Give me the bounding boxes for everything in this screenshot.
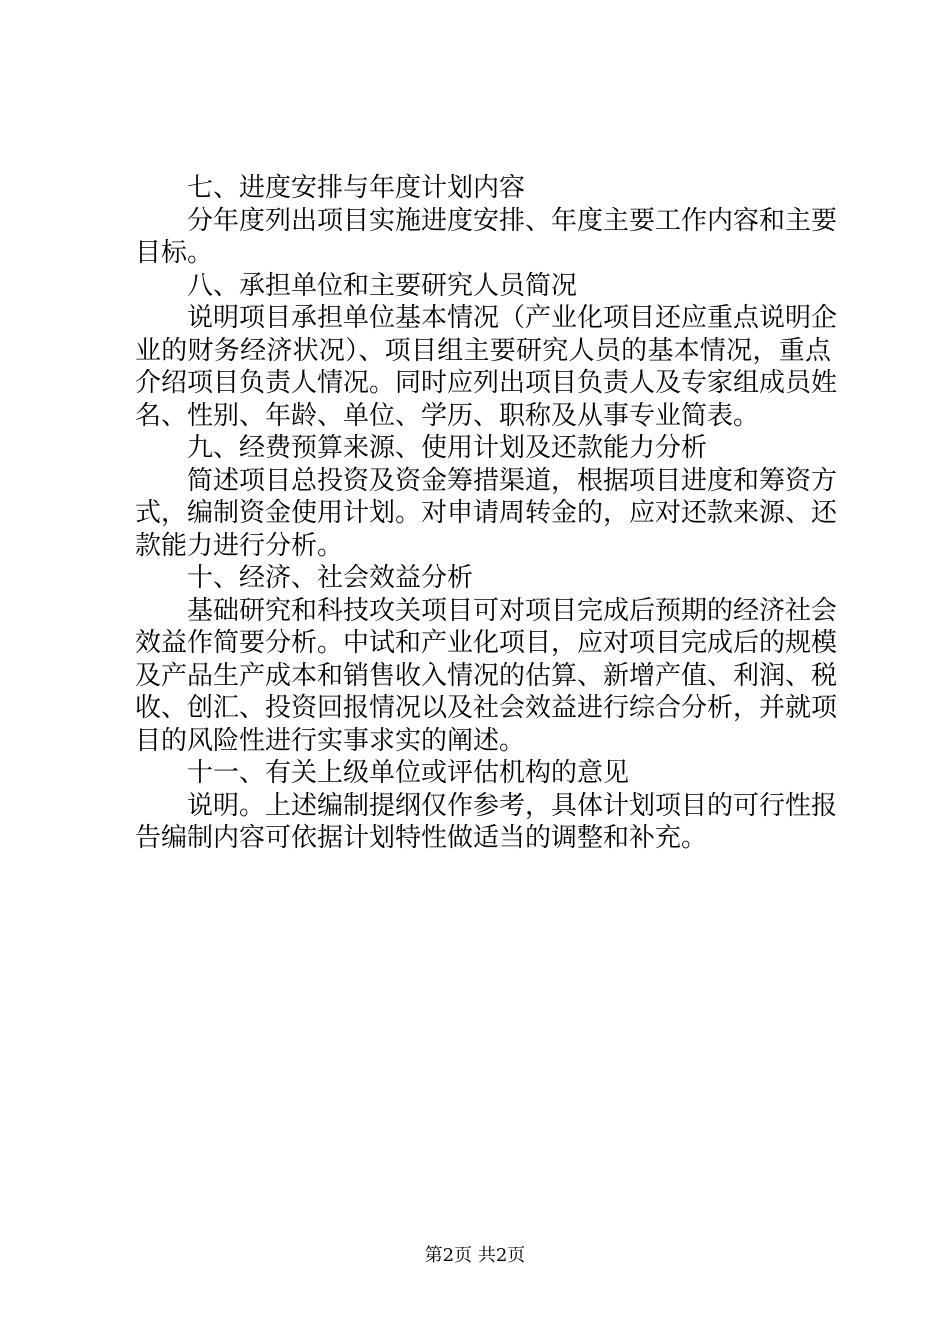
paragraph-line: 业的财务经济状况）、项目组主要研究人员的基本情况，重点 bbox=[135, 335, 831, 366]
page-number: 第2页 共2页 bbox=[424, 1245, 526, 1266]
page-footer bbox=[0, 1241, 950, 1267]
paragraph-line: 基础研究和科技攻关项目可对项目完成后预期的经济社会 bbox=[187, 595, 838, 626]
section-heading-11: 十一、有关上级单位或评估机构的意见 bbox=[187, 758, 630, 788]
paragraph-line: 说明。上述编制提纲仅作参考，具体计划项目的可行性报 bbox=[187, 790, 838, 821]
paragraph-line: 目标。 bbox=[135, 238, 214, 268]
document-body bbox=[135, 172, 838, 855]
paragraph-line: 名、性别、年龄、单位、学历、职称及从事专业简表。 bbox=[135, 400, 760, 431]
section-heading-7: 七、进度安排与年度计划内容 bbox=[187, 173, 526, 203]
paragraph-line: 分年度列出项目实施进度安排、年度主要工作内容和主要 bbox=[187, 205, 838, 236]
paragraph-line: 效益作简要分析。中试和产业化项目，应对项目完成后的规模 bbox=[135, 628, 838, 658]
paragraph-line: 目的风险性进行实事求实的阐述。 bbox=[135, 725, 526, 756]
paragraph-line: 收、创汇、投资回报情况以及社会效益进行综合分析，并就项 bbox=[135, 693, 838, 723]
paragraph-line: 及产品生产成本和销售收入情况的估算、新增产值、利润、税 bbox=[135, 660, 838, 691]
section-heading-8: 八、承担单位和主要研究人员简况 bbox=[187, 270, 578, 301]
paragraph-line: 式，编制资金使用计划。对申请周转金的，应对还款来源、还 bbox=[135, 498, 838, 528]
section-heading-10: 十、经济、社会效益分析 bbox=[187, 563, 474, 593]
section-heading-9: 九、经费预算来源、使用计划及还款能力分析 bbox=[187, 433, 708, 463]
paragraph-line: 款能力进行分析。 bbox=[135, 530, 344, 561]
paragraph-line: 告编制内容可依据计划特性做适当的调整和补充。 bbox=[135, 823, 708, 853]
paragraph-line: 介绍项目负责人情况。同时应列出项目负责人及专家组成员姓 bbox=[135, 368, 838, 398]
paragraph-line: 说明项目承担单位基本情况（产业化项目还应重点说明企 bbox=[187, 303, 838, 333]
paragraph-line: 简述项目总投资及资金筹措渠道，根据项目进度和筹资方 bbox=[187, 465, 838, 496]
